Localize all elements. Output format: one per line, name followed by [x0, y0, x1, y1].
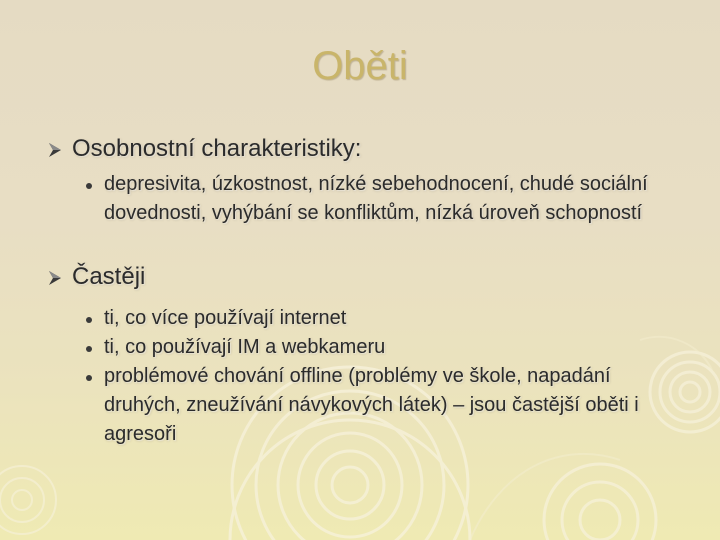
list-item-text: ti, co více používají internet [104, 307, 347, 329]
section-personality [48, 133, 361, 165]
more-often-list [86, 304, 676, 449]
round-bullet-icon [86, 375, 92, 381]
list-item-text: depresivita, úzkostnost, nízké sebehodnocení, chudé sociální dovednosti, vyhýbání se konfliktům, nízká úroveň schopností [104, 173, 648, 224]
list-item-text: ti, co používají IM a webkameru [104, 336, 386, 358]
arrow-bullet-icon [48, 270, 62, 286]
arrow-bullet-icon [48, 142, 62, 158]
list-item-text: problémové chování offline (problémy ve škole, napadání druhých, zneužívání návykových látek) – jsou častější oběti i agresoři [104, 365, 639, 445]
section-more-often [48, 261, 145, 293]
slide-title: Oběti [312, 44, 408, 88]
list-item [86, 362, 676, 449]
round-bullet-icon [86, 183, 92, 189]
personality-list [86, 170, 676, 228]
section-heading: Častěji [72, 263, 146, 290]
list-item [86, 170, 676, 228]
list-item [86, 304, 676, 333]
section-heading: Osobnostní charakteristiky: [72, 135, 362, 162]
round-bullet-icon [86, 346, 92, 352]
round-bullet-icon [86, 317, 92, 323]
list-item [86, 333, 676, 362]
